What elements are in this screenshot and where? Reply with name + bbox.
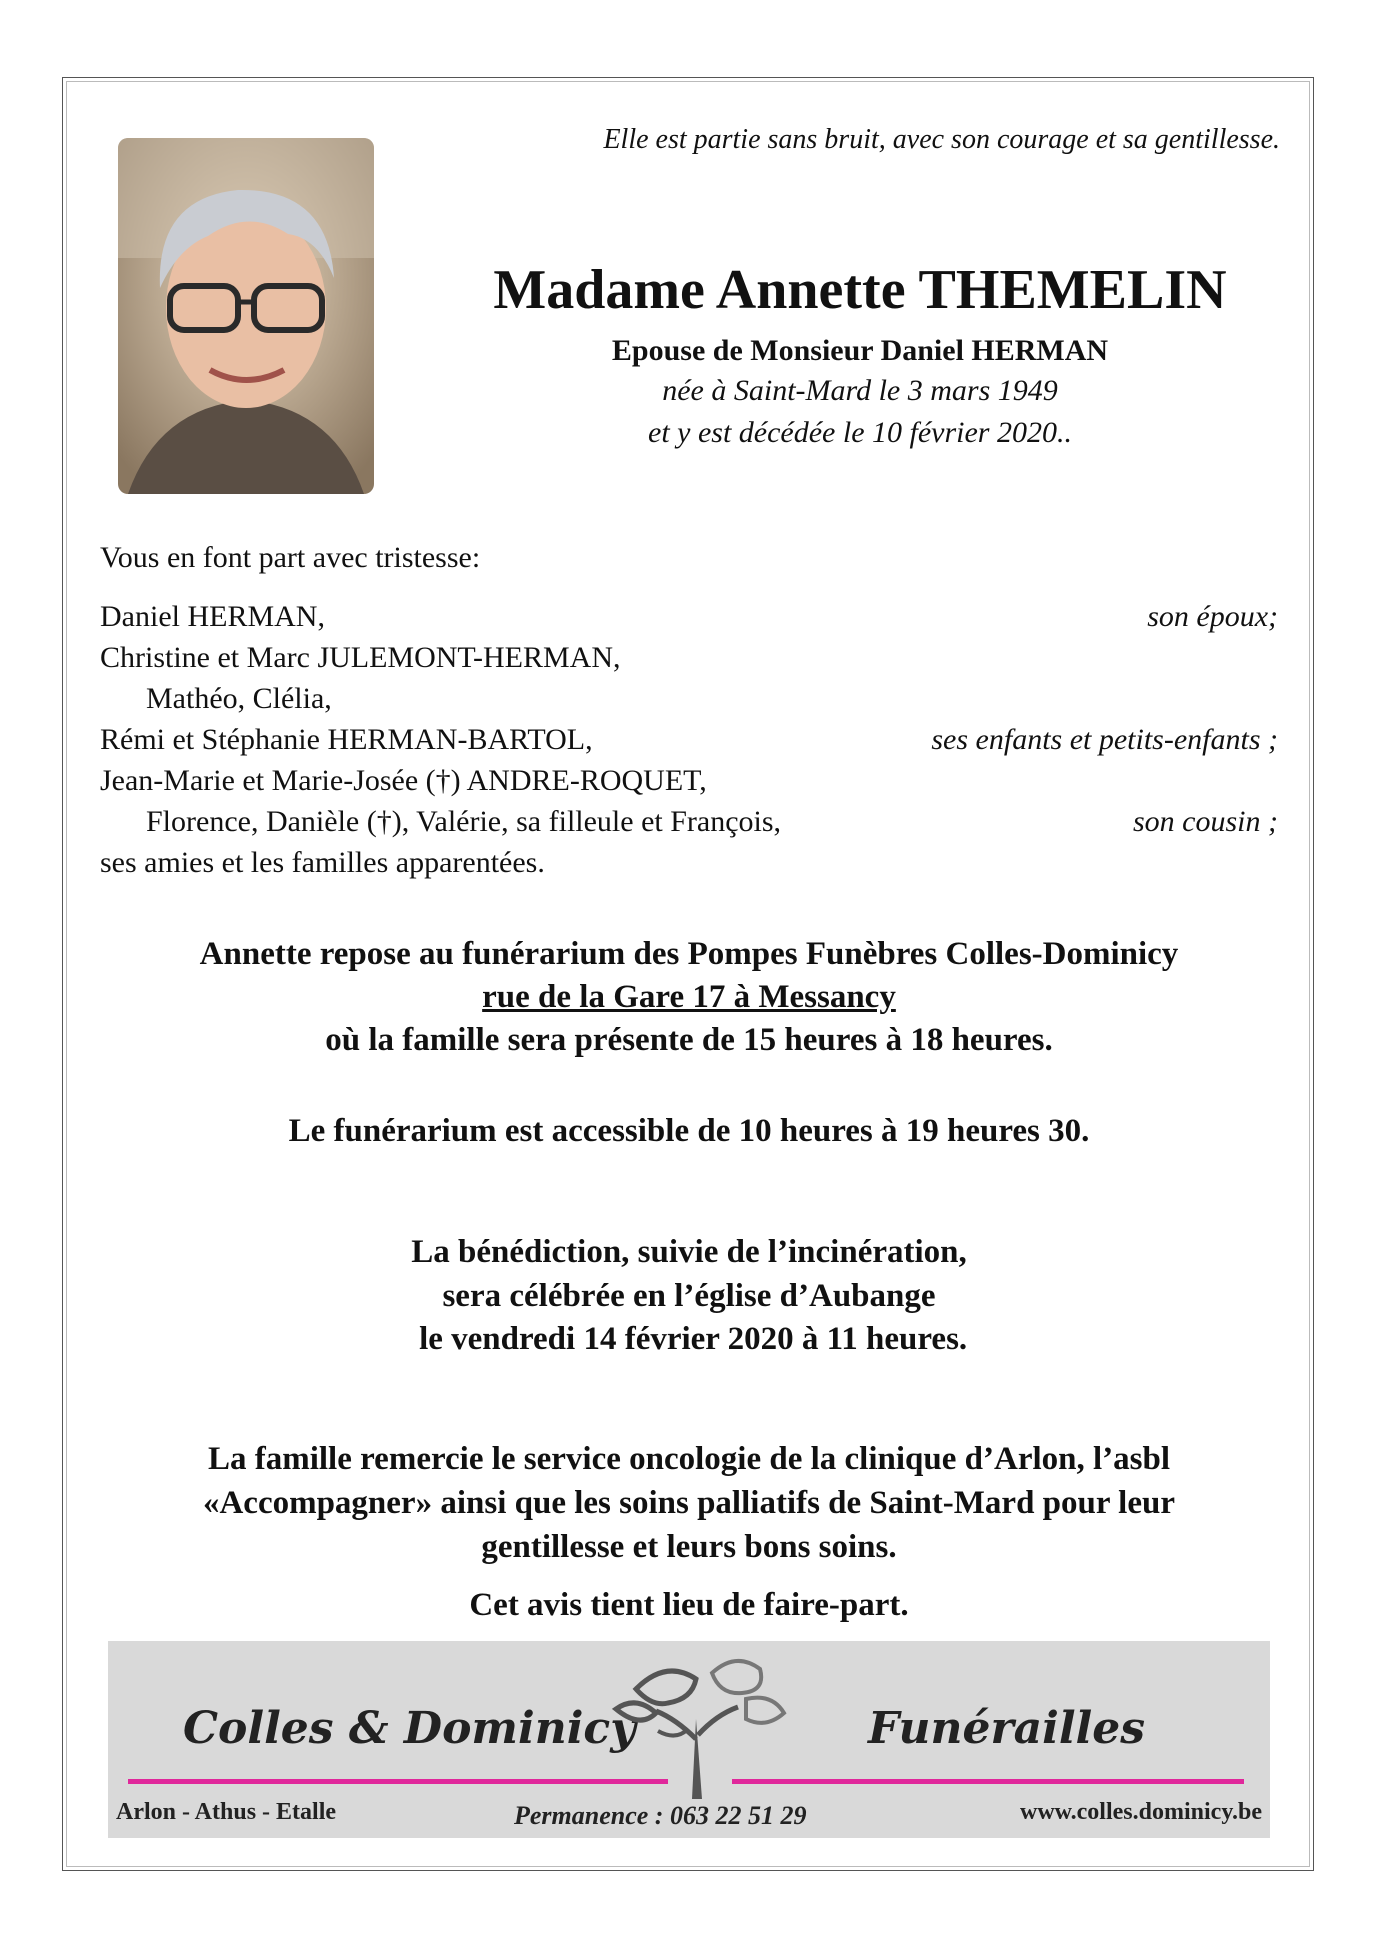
ceremony-line-1: La bénédiction, suivie de l’incinération,: [411, 1234, 967, 1270]
family-member: Rémi et Stéphanie HERMAN-BARTOL,: [100, 723, 593, 756]
phone-number: Permanence : 063 22 51 29: [514, 1801, 807, 1830]
ceremony-line-3: le vendredi 14 février 2020 à 11 heures.: [410, 1321, 968, 1357]
pink-divider-right: [732, 1779, 1244, 1784]
funerarium-access: Le funérarium est accessible de 10 heures à 19 heures 30.: [288, 1113, 1090, 1149]
family-relation: son cousin ;: [1133, 805, 1278, 838]
brand-name: Colles & Dominicy: [183, 1703, 636, 1754]
pink-divider-left: [128, 1779, 668, 1784]
family-member: Florence, Danièle (†), Valérie, sa filleule et François,: [146, 805, 782, 838]
family-line: [100, 641, 1278, 681]
funerarium-line-1: Annette repose au funérarium des Pompes Funèbres Colles-Dominicy: [199, 936, 1179, 972]
family-line: [100, 846, 1278, 886]
spouse-line: Epouse de Monsieur Daniel HERMAN: [611, 334, 1109, 367]
brand-tagline: Funérailles: [868, 1703, 1146, 1754]
thanks-line-2: «Accompagner» ainsi que les soins palliatifs de Saint-Mard pour leur: [202, 1485, 1176, 1521]
family-member: Jean-Marie et Marie-Josée (†) ANDRE-ROQUET,: [100, 764, 707, 797]
family-member: ses amies et les familles apparentées.: [100, 846, 545, 879]
family-line: [100, 682, 1278, 722]
epitaph-quote: Elle est partie sans bruit, avec son courage et sa gentillesse.: [603, 124, 1280, 155]
family-line: [100, 723, 1278, 763]
family-intro: Vous en font part avec tristesse:: [100, 541, 481, 574]
funerarium-address: rue de la Gare 17 à Messancy: [482, 979, 896, 1015]
locations: Arlon - Athus - Etalle: [116, 1799, 337, 1825]
birth-line: née à Saint-Mard le 3 mars 1949: [662, 374, 1058, 407]
deceased-name: Madame Annette THEMELIN: [493, 259, 1227, 321]
family-line: [100, 805, 1278, 845]
notice-line: Cet avis tient lieu de faire-part.: [469, 1587, 909, 1623]
funerarium-line-3: où la famille sera présente de 15 heures à 18 heures.: [325, 1022, 1053, 1058]
family-line: [100, 600, 1278, 640]
family-relation: son époux;: [1147, 600, 1278, 633]
family-line: [100, 764, 1278, 804]
family-relation: ses enfants et petits-enfants ;: [931, 723, 1278, 756]
thanks-line-3: gentillesse et leurs bons soins.: [481, 1529, 897, 1565]
website-link[interactable]: www.colles.dominicy.be: [1019, 1799, 1262, 1825]
death-line: et y est décédée le 10 février 2020..: [648, 416, 1072, 449]
ceremony-line-2: sera célébrée en l’église d’Aubange: [442, 1278, 936, 1314]
family-member: Mathéo, Clélia,: [146, 682, 332, 715]
portrait-photo: [118, 138, 374, 494]
funeral-home-banner: [108, 1641, 1270, 1838]
family-member: Christine et Marc JULEMONT-HERMAN,: [100, 641, 621, 674]
family-member: Daniel HERMAN,: [100, 600, 325, 633]
thanks-line-1: La famille remercie le service oncologie de la clinique d’Arlon, l’asbl: [207, 1441, 1171, 1477]
tree-logo-icon: [596, 1649, 796, 1809]
